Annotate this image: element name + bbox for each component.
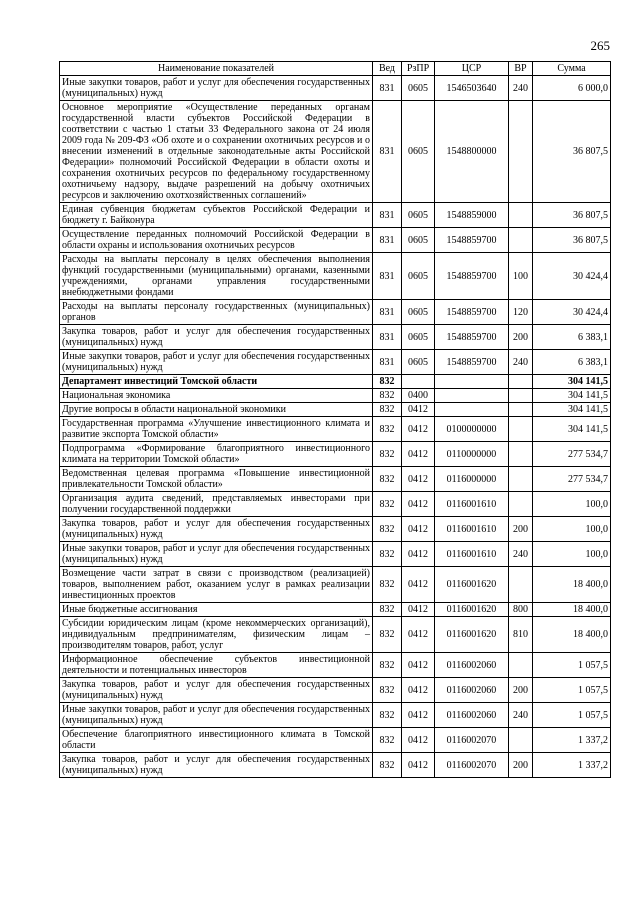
cell-vr [509, 728, 533, 753]
cell-rzpr: 0605 [402, 76, 435, 101]
cell-vr: 240 [509, 76, 533, 101]
cell-name: Организация аудита сведений, представляемых инвесторами при получении государственной поддержки [60, 492, 373, 517]
cell-ved: 832 [373, 375, 402, 389]
cell-csr: 1548859700 [435, 300, 509, 325]
cell-vr: 200 [509, 325, 533, 350]
table-row [60, 203, 611, 228]
cell-vr: 240 [509, 542, 533, 567]
cell-ved: 832 [373, 678, 402, 703]
table-row [60, 617, 611, 653]
cell-name: Единая субвенция бюджетам субъектов Российской Федерации и бюджету г. Байконура [60, 203, 373, 228]
table-row [60, 653, 611, 678]
table-row [60, 467, 611, 492]
cell-sum: 100,0 [533, 542, 611, 567]
cell-csr [435, 375, 509, 389]
cell-rzpr: 0605 [402, 350, 435, 375]
cell-vr: 200 [509, 753, 533, 778]
cell-name: Закупка товаров, работ и услуг для обеспечения государственных (муниципальных) нужд [60, 753, 373, 778]
cell-vr [509, 203, 533, 228]
cell-vr [509, 467, 533, 492]
table-row [60, 603, 611, 617]
table-row [60, 542, 611, 567]
table-row [60, 678, 611, 703]
cell-csr: 1548859700 [435, 325, 509, 350]
cell-ved: 832 [373, 442, 402, 467]
cell-name: Информационное обеспечение субъектов инвестиционной деятельности и потенциальных инвесторов [60, 653, 373, 678]
cell-name: Ведомственная целевая программа «Повышение инвестиционной привлекательности Томской области» [60, 467, 373, 492]
cell-sum: 277 534,7 [533, 467, 611, 492]
cell-csr: 1548800000 [435, 101, 509, 203]
cell-sum: 1 057,5 [533, 678, 611, 703]
cell-csr: 1548859700 [435, 228, 509, 253]
cell-rzpr: 0412 [402, 492, 435, 517]
cell-rzpr: 0412 [402, 442, 435, 467]
cell-csr: 0116001610 [435, 492, 509, 517]
cell-ved: 832 [373, 567, 402, 603]
cell-name: Обеспечение благоприятного инвестиционного климата в Томской области [60, 728, 373, 753]
table-row [60, 728, 611, 753]
cell-rzpr: 0400 [402, 389, 435, 403]
cell-sum: 18 400,0 [533, 617, 611, 653]
table-row [60, 389, 611, 403]
cell-ved: 832 [373, 728, 402, 753]
cell-sum: 18 400,0 [533, 567, 611, 603]
cell-rzpr: 0412 [402, 467, 435, 492]
table-row [60, 417, 611, 442]
cell-ved: 832 [373, 603, 402, 617]
cell-name: Расходы на выплаты персоналу государственных (муниципальных) органов [60, 300, 373, 325]
cell-name: Иные бюджетные ассигнования [60, 603, 373, 617]
cell-csr: 0110000000 [435, 442, 509, 467]
cell-rzpr: 0412 [402, 542, 435, 567]
cell-csr: 0116001620 [435, 603, 509, 617]
cell-ved: 831 [373, 253, 402, 300]
cell-ved: 831 [373, 203, 402, 228]
cell-name: Иные закупки товаров, работ и услуг для обеспечения государственных (муниципальных) нужд [60, 76, 373, 101]
cell-csr: 1548859700 [435, 253, 509, 300]
cell-rzpr: 0412 [402, 653, 435, 678]
cell-vr [509, 417, 533, 442]
table-row [60, 253, 611, 300]
cell-vr [509, 375, 533, 389]
cell-csr: 1548859000 [435, 203, 509, 228]
cell-ved: 832 [373, 753, 402, 778]
cell-rzpr: 0605 [402, 325, 435, 350]
cell-csr: 1546503640 [435, 76, 509, 101]
cell-sum: 304 141,5 [533, 375, 611, 389]
column-header-name: Наименование показателей [60, 62, 373, 76]
cell-sum: 1 057,5 [533, 653, 611, 678]
cell-sum: 100,0 [533, 492, 611, 517]
column-header-ved: Вед [373, 62, 402, 76]
cell-vr [509, 403, 533, 417]
cell-ved: 832 [373, 542, 402, 567]
cell-name: Возмещение части затрат в связи с производством (реализацией) товаров, выполнением работ, оказанием услуг в рамках реализации инвестиционных проектов [60, 567, 373, 603]
cell-vr: 200 [509, 517, 533, 542]
cell-name: Государственная программа «Улучшение инвестиционного климата и развитие экспорта Томской области» [60, 417, 373, 442]
cell-ved: 831 [373, 350, 402, 375]
column-header-csr: ЦСР [435, 62, 509, 76]
cell-csr: 0116002060 [435, 678, 509, 703]
cell-ved: 832 [373, 403, 402, 417]
table-row [60, 375, 611, 389]
cell-sum: 1 337,2 [533, 753, 611, 778]
cell-sum: 6 383,1 [533, 325, 611, 350]
cell-csr: 0116001610 [435, 542, 509, 567]
cell-rzpr: 0605 [402, 203, 435, 228]
budget-table [59, 61, 611, 778]
cell-rzpr: 0605 [402, 300, 435, 325]
cell-vr [509, 567, 533, 603]
cell-sum: 36 807,5 [533, 101, 611, 203]
cell-rzpr: 0412 [402, 617, 435, 653]
cell-sum: 304 141,5 [533, 403, 611, 417]
cell-name: Основное мероприятие «Осуществление переданных органам государственной власти субъектов Российской Федерации в соответствии с частью 1 статьи 33 Федерального закона от 24 июля 2009 года № 209-ФЗ «Об охоте и о сохранении охотничьих ресурсов и о внесении изменений в отдельные законодательные акты Российской Федерации» полномочий Российской Федерации в области охоты и сохранения охотничьих ресурсов по федеральному государственному охотничьему надзору, выдаче разрешений на добычу охотничьих ресурсов и заключению охотхозяйственных соглашений» [60, 101, 373, 203]
table-row [60, 517, 611, 542]
cell-name: Национальная экономика [60, 389, 373, 403]
cell-ved: 832 [373, 417, 402, 442]
table-row [60, 300, 611, 325]
cell-ved: 832 [373, 389, 402, 403]
table-row [60, 703, 611, 728]
cell-name: Департамент инвестиций Томской области [60, 375, 373, 389]
cell-sum: 30 424,4 [533, 300, 611, 325]
column-header-vr: ВР [509, 62, 533, 76]
cell-name: Субсидии юридическим лицам (кроме некоммерческих организаций), индивидуальным предпринимателям, физическим лицам – производителям товаров, работ, услуг [60, 617, 373, 653]
cell-csr: 0116002070 [435, 728, 509, 753]
cell-csr: 0116002060 [435, 703, 509, 728]
cell-vr [509, 101, 533, 203]
cell-name: Подпрограмма «Формирование благоприятного инвестиционного климата на территории Томской области» [60, 442, 373, 467]
cell-sum: 1 057,5 [533, 703, 611, 728]
cell-ved: 832 [373, 467, 402, 492]
table-row [60, 403, 611, 417]
cell-vr [509, 228, 533, 253]
table-row [60, 101, 611, 203]
cell-sum: 18 400,0 [533, 603, 611, 617]
table-row [60, 492, 611, 517]
cell-ved: 831 [373, 325, 402, 350]
table-row [60, 753, 611, 778]
table-row [60, 350, 611, 375]
cell-rzpr: 0412 [402, 517, 435, 542]
cell-vr [509, 442, 533, 467]
cell-sum: 277 534,7 [533, 442, 611, 467]
cell-vr: 800 [509, 603, 533, 617]
page-number: 265 [590, 38, 610, 53]
cell-csr [435, 403, 509, 417]
cell-ved: 832 [373, 653, 402, 678]
table-row [60, 325, 611, 350]
cell-ved: 832 [373, 492, 402, 517]
cell-rzpr: 0412 [402, 417, 435, 442]
cell-rzpr: 0412 [402, 403, 435, 417]
cell-rzpr: 0605 [402, 228, 435, 253]
cell-name: Закупка товаров, работ и услуг для обеспечения государственных (муниципальных) нужд [60, 325, 373, 350]
cell-name: Закупка товаров, работ и услуг для обеспечения государственных (муниципальных) нужд [60, 517, 373, 542]
table-header [60, 62, 611, 76]
cell-csr: 0116002060 [435, 653, 509, 678]
cell-name: Другие вопросы в области национальной экономики [60, 403, 373, 417]
cell-sum: 6 383,1 [533, 350, 611, 375]
cell-sum: 304 141,5 [533, 417, 611, 442]
cell-sum: 36 807,5 [533, 228, 611, 253]
cell-rzpr: 0412 [402, 678, 435, 703]
cell-csr: 1548859700 [435, 350, 509, 375]
cell-sum: 1 337,2 [533, 728, 611, 753]
cell-ved: 832 [373, 703, 402, 728]
cell-vr: 100 [509, 253, 533, 300]
cell-name: Иные закупки товаров, работ и услуг для обеспечения государственных (муниципальных) нужд [60, 350, 373, 375]
cell-vr: 200 [509, 678, 533, 703]
cell-ved: 831 [373, 300, 402, 325]
cell-csr [435, 389, 509, 403]
cell-rzpr: 0412 [402, 567, 435, 603]
cell-ved: 831 [373, 228, 402, 253]
cell-rzpr: 0412 [402, 603, 435, 617]
table-row [60, 76, 611, 101]
cell-sum: 304 141,5 [533, 389, 611, 403]
cell-csr: 0116001620 [435, 567, 509, 603]
cell-vr [509, 653, 533, 678]
cell-name: Иные закупки товаров, работ и услуг для обеспечения государственных (муниципальных) нужд [60, 703, 373, 728]
cell-vr: 810 [509, 617, 533, 653]
column-header-rzpr: РзПР [402, 62, 435, 76]
table-row [60, 442, 611, 467]
cell-vr [509, 389, 533, 403]
cell-rzpr: 0412 [402, 753, 435, 778]
cell-ved: 831 [373, 101, 402, 203]
cell-csr: 0116002070 [435, 753, 509, 778]
cell-ved: 832 [373, 617, 402, 653]
header-row [60, 62, 611, 76]
cell-name: Иные закупки товаров, работ и услуг для обеспечения государственных (муниципальных) нужд [60, 542, 373, 567]
table-row [60, 228, 611, 253]
cell-name: Расходы на выплаты персоналу в целях обеспечения выполнения функций государственными (муниципальными) органами, казенными учреждениями, органами управления государственными внебюджетными фондами [60, 253, 373, 300]
cell-rzpr: 0412 [402, 703, 435, 728]
cell-ved: 832 [373, 517, 402, 542]
table-row [60, 567, 611, 603]
cell-name: Осуществление переданных полномочий Российской Федерации в области охраны и использования охотничьих ресурсов [60, 228, 373, 253]
cell-rzpr: 0605 [402, 101, 435, 203]
cell-rzpr [402, 375, 435, 389]
cell-sum: 6 000,0 [533, 76, 611, 101]
cell-sum: 30 424,4 [533, 253, 611, 300]
cell-rzpr: 0605 [402, 253, 435, 300]
cell-rzpr: 0412 [402, 728, 435, 753]
table-body [60, 76, 611, 778]
cell-csr: 0116001610 [435, 517, 509, 542]
cell-csr: 0116001620 [435, 617, 509, 653]
cell-vr [509, 492, 533, 517]
cell-sum: 36 807,5 [533, 203, 611, 228]
cell-sum: 100,0 [533, 517, 611, 542]
cell-vr: 240 [509, 350, 533, 375]
cell-vr: 240 [509, 703, 533, 728]
cell-name: Закупка товаров, работ и услуг для обеспечения государственных (муниципальных) нужд [60, 678, 373, 703]
column-header-sum: Сумма [533, 62, 611, 76]
cell-csr: 0116000000 [435, 467, 509, 492]
cell-ved: 831 [373, 76, 402, 101]
cell-vr: 120 [509, 300, 533, 325]
cell-csr: 0100000000 [435, 417, 509, 442]
